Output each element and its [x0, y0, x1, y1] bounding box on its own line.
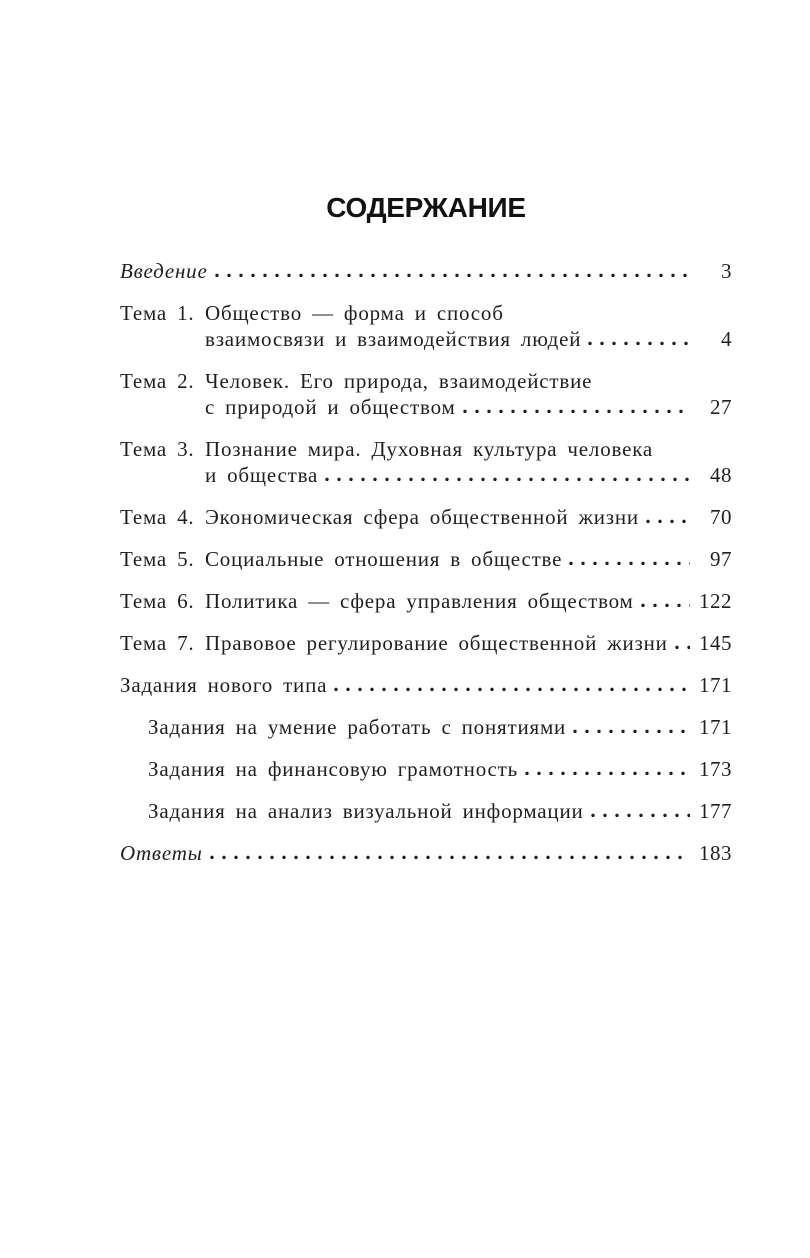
page-number: 97 [710, 547, 732, 571]
entry-text: Введение [120, 259, 208, 283]
entry-text: Человек. Его природа, взаимодействие [205, 369, 593, 393]
entry-text: с природой и обществом [205, 395, 456, 419]
page-number: 171 [699, 715, 732, 739]
page-title: СОДЕРЖАНИЕ [326, 192, 526, 223]
entry-text: Задания на умение работать с понятиями [148, 715, 567, 739]
entry-label: Тема 1. [120, 301, 195, 325]
page-number: 171 [699, 673, 732, 697]
entry-last-line [205, 326, 732, 352]
dot-leader [573, 729, 690, 734]
toc-entry [120, 258, 732, 284]
entry-last-line [148, 756, 732, 782]
entry-label: Тема 7. [120, 631, 195, 655]
entry-text: Экономическая сфера общественной жизни [205, 505, 639, 529]
entry-label: Тема 6. [120, 589, 195, 613]
entry-label: Тема 3. [120, 437, 195, 461]
entry-text: Социальные отношения в обществе [205, 547, 563, 571]
entry-text: взаимосвязи и взаимодействия людей [205, 327, 582, 351]
entry-text: Познание мира. Духовная культура человека [205, 437, 654, 461]
entry-last-line [205, 546, 732, 572]
entry-text: Ответы [120, 841, 203, 865]
toc-entry [120, 714, 732, 740]
entry-text: Задания на анализ визуальной информации [148, 799, 584, 823]
dot-leader [641, 603, 690, 608]
page-number: 3 [721, 259, 732, 283]
entry-text: Общество — форма и способ [205, 301, 504, 325]
entry-last-line [205, 630, 732, 656]
toc-entry [120, 630, 732, 656]
entry-last-line [205, 394, 732, 420]
entry-text: Политика — сфера управления обществом [205, 589, 634, 613]
entry-last-line [205, 588, 732, 614]
entry-label: Тема 2. [120, 369, 195, 393]
page-number: 173 [699, 757, 732, 781]
toc-list [120, 258, 732, 866]
toc-entry [120, 436, 732, 488]
page-number: 122 [699, 589, 732, 613]
toc-entry [120, 840, 732, 866]
toc-entry [120, 756, 732, 782]
toc-entry [120, 300, 732, 352]
toc-entry [120, 798, 732, 824]
dot-leader [675, 645, 690, 650]
page-number: 145 [699, 631, 732, 655]
entry-last-line [120, 672, 732, 698]
page-number: 4 [721, 327, 732, 351]
entry-last-line [148, 798, 732, 824]
entry-text: Задания нового типа [120, 673, 328, 697]
dot-leader [325, 477, 690, 482]
entry-last-line [120, 840, 732, 866]
dot-leader [525, 771, 690, 776]
dot-leader [591, 813, 690, 818]
dot-leader [463, 409, 690, 414]
dot-leader [569, 561, 690, 566]
page-number: 70 [710, 505, 732, 529]
toc-content [120, 192, 732, 882]
dot-leader [210, 855, 690, 860]
page-number: 183 [699, 841, 732, 865]
entry-text: и общества [205, 463, 319, 487]
entry-last-line [148, 714, 732, 740]
entry-last-line [205, 462, 732, 488]
dot-leader [646, 519, 690, 524]
page-number: 177 [699, 799, 732, 823]
page-number: 27 [710, 395, 732, 419]
entry-label: Тема 4. [120, 505, 195, 529]
page-number: 48 [710, 463, 732, 487]
entry-last-line [205, 504, 732, 530]
dot-leader [215, 273, 690, 278]
toc-entry [120, 672, 732, 698]
dot-leader [588, 341, 690, 346]
toc-entry [120, 546, 732, 572]
entry-text: Правовое регулирование общественной жизни [205, 631, 668, 655]
entry-text: Задания на финансовую грамотность [148, 757, 519, 781]
toc-entry [120, 368, 732, 420]
dot-leader [334, 687, 690, 692]
toc-entry [120, 504, 732, 530]
toc-entry [120, 588, 732, 614]
entry-label: Тема 5. [120, 547, 195, 571]
entry-last-line [120, 258, 732, 284]
